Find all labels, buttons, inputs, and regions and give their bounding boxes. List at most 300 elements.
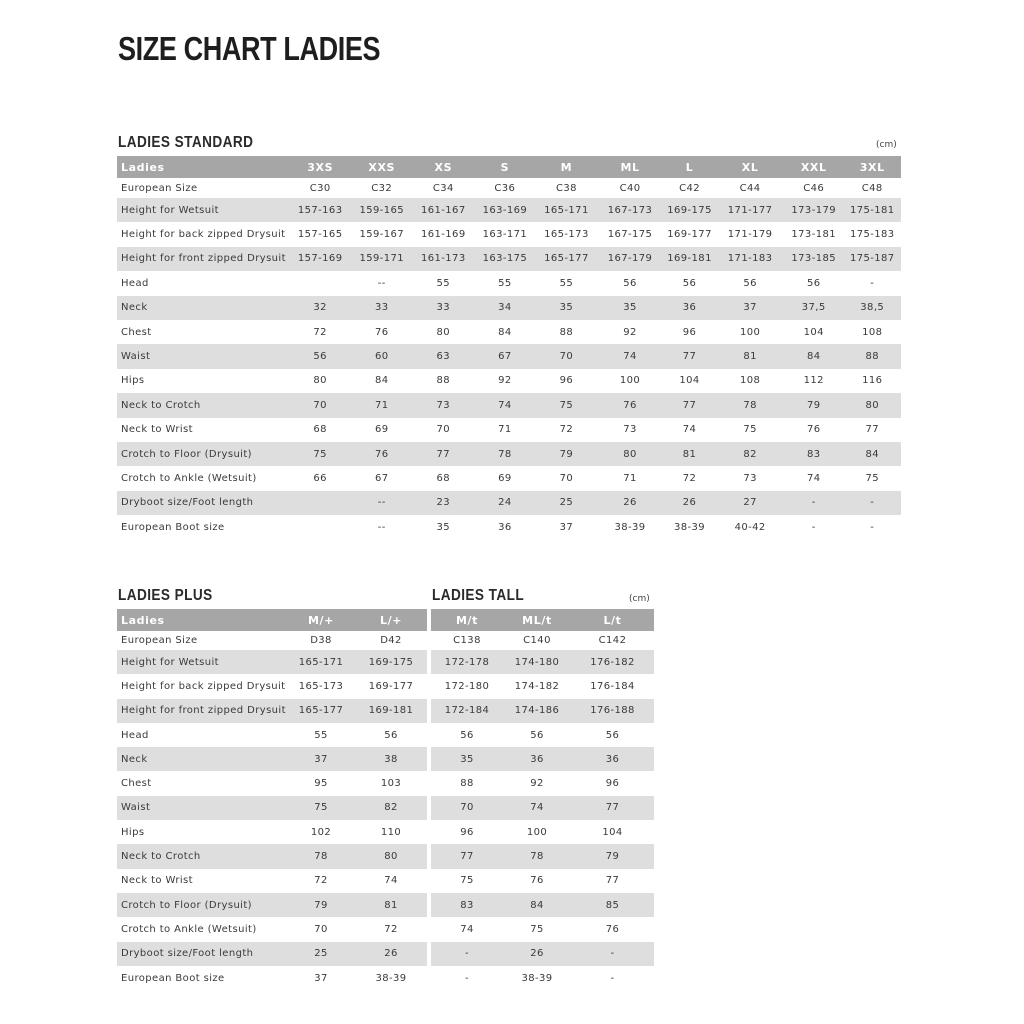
standard-cell: 55 [559, 277, 574, 289]
plus-cell: 78 [287, 844, 355, 868]
plus-cell: 37 [287, 747, 355, 771]
tall-cell: 85 [571, 893, 654, 917]
plus-column-header: L/+ [355, 609, 427, 631]
plus-table-row [117, 674, 427, 698]
plus-cell: 56 [384, 729, 398, 741]
standard-cell: 36 [498, 521, 512, 533]
standard-table-row [117, 369, 901, 393]
tall-cell: 74 [460, 923, 474, 935]
standard-cell: 82 [716, 442, 784, 466]
tall-cell: 176-188 [571, 699, 654, 723]
standard-cell: -- [377, 521, 386, 533]
standard-table-row [117, 178, 901, 198]
plus-row-label: Neck to Wrist [121, 875, 193, 887]
plus-row-label: Neck [117, 747, 287, 771]
tall-cell: 88 [460, 778, 474, 790]
standard-cell: 72 [313, 326, 327, 338]
tall-table-row [431, 650, 654, 674]
standard-cell: 56 [289, 344, 351, 368]
standard-cell: 71 [351, 393, 413, 417]
standard-cell: 72 [682, 472, 697, 484]
standard-column-header: ML [597, 156, 663, 178]
standard-cell: 55 [498, 277, 512, 289]
standard-cell: 56 [806, 277, 821, 289]
standard-cell: C32 [371, 182, 393, 194]
tall-table-row [431, 820, 654, 844]
standard-column-header: 3XS [289, 156, 351, 178]
plus-cell: 81 [355, 893, 427, 917]
standard-cell: 163-171 [482, 229, 528, 241]
standard-cell: 88 [436, 375, 451, 387]
standard-cell: -- [351, 491, 413, 515]
standard-cell [289, 271, 351, 295]
standard-cell: 70 [289, 393, 351, 417]
tall-cell: - [610, 972, 615, 984]
standard-column-header: M [536, 156, 598, 178]
standard-cell: 36 [663, 296, 716, 320]
standard-cell: 161-169 [421, 229, 466, 241]
tall-table-row [431, 747, 654, 771]
standard-cell: 159-165 [351, 198, 413, 222]
standard-cell: 75 [743, 424, 757, 436]
standard-cell: 169-177 [667, 229, 712, 241]
tall-cell: 174-180 [503, 650, 571, 674]
standard-cell: - [870, 277, 875, 289]
standard-cell: 34 [474, 296, 536, 320]
standard-cell: 77 [413, 442, 475, 466]
standard-title: LADIES STANDARD [118, 134, 254, 151]
tall-table-row [431, 631, 654, 650]
standard-cell: 165-171 [536, 198, 598, 222]
plus-cell: 26 [355, 942, 427, 966]
plus-header-label: Ladies [117, 609, 287, 631]
standard-cell: 80 [436, 326, 451, 338]
tall-cell: 174-186 [503, 699, 571, 723]
standard-cell: 84 [374, 375, 389, 387]
standard-cell: 71 [623, 472, 637, 484]
standard-cell: 75 [289, 442, 351, 466]
standard-row-label: Hips [121, 375, 145, 387]
tall-cell: 74 [503, 796, 571, 820]
standard-row-label: Neck to Crotch [117, 393, 289, 417]
standard-cell: 157-165 [297, 229, 343, 241]
standard-cell: 40-42 [734, 521, 766, 533]
standard-cell: 76 [351, 442, 413, 466]
tall-cell: 38-39 [521, 972, 553, 984]
standard-cell: 76 [806, 424, 821, 436]
standard-cell: C34 [432, 182, 454, 194]
standard-row-label: European Boot size [121, 521, 225, 533]
tall-unit: (cm) [629, 594, 650, 604]
plus-row-label: Height for back zipped Drysuit [121, 680, 286, 692]
standard-cell: 56 [623, 277, 637, 289]
standard-cell: 70 [559, 472, 574, 484]
tall-cell: 56 [605, 729, 620, 741]
standard-cell: C38 [555, 182, 577, 194]
plus-table-row [117, 966, 427, 990]
standard-cell: 157-163 [289, 198, 351, 222]
tall-cell: 96 [605, 778, 620, 790]
standard-cell: 55 [436, 277, 451, 289]
standard-cell [289, 515, 351, 539]
tall-cell: 104 [602, 826, 623, 838]
standard-cell: 35 [436, 521, 451, 533]
standard-cell: 167-173 [597, 198, 663, 222]
standard-cell: 66 [313, 472, 327, 484]
standard-column-header: XXS [351, 156, 413, 178]
standard-column-header: L [663, 156, 716, 178]
plus-row-label: Height for Wetsuit [117, 650, 287, 674]
standard-cell: 70 [436, 424, 451, 436]
standard-column-header: S [474, 156, 536, 178]
standard-cell: 161-167 [413, 198, 475, 222]
standard-cell: 78 [716, 393, 784, 417]
standard-row-label: Neck [117, 296, 289, 320]
plus-cell: 75 [287, 796, 355, 820]
plus-cell: 169-181 [355, 699, 427, 723]
tall-cell: - [431, 942, 503, 966]
standard-cell: C42 [679, 182, 701, 194]
tall-cell: 172-180 [444, 680, 490, 692]
standard-cell: 68 [436, 472, 451, 484]
standard-table-row [117, 198, 901, 222]
standard-row-label: Waist [117, 344, 289, 368]
standard-cell: 173-181 [791, 229, 836, 241]
plus-table-row [117, 869, 427, 893]
tall-cell: 83 [431, 893, 503, 917]
tall-cell: C142 [598, 635, 627, 646]
standard-cell: 35 [597, 296, 663, 320]
tall-table-row [431, 723, 654, 747]
tall-table-row [431, 844, 654, 868]
standard-cell: C40 [619, 182, 641, 194]
plus-cell: 103 [380, 778, 402, 790]
tall-cell: 174-182 [514, 680, 560, 692]
standard-cell: 171-179 [727, 229, 773, 241]
standard-cell: 25 [536, 491, 598, 515]
plus-row-label: Neck to Crotch [117, 844, 287, 868]
tall-cell: - [571, 942, 654, 966]
standard-cell: 74 [682, 424, 697, 436]
tall-cell: 75 [460, 875, 474, 887]
tall-cell: 76 [605, 923, 620, 935]
tall-cell: 84 [503, 893, 571, 917]
standard-cell: - [870, 521, 875, 533]
standard-cell: 96 [682, 326, 697, 338]
tall-cell: 176-184 [590, 680, 635, 692]
standard-table-row [117, 296, 901, 320]
standard-cell: 173-185 [784, 247, 844, 271]
plus-size-table [117, 609, 427, 990]
standard-row-label: Neck to Wrist [121, 424, 193, 436]
plus-cell: D38 [310, 635, 332, 646]
standard-header-label: Ladies [117, 156, 289, 178]
standard-cell: 104 [803, 326, 824, 338]
standard-cell: 96 [559, 375, 574, 387]
standard-cell: 165-173 [544, 229, 589, 241]
standard-table-row [117, 393, 901, 417]
standard-cell: 24 [474, 491, 536, 515]
standard-row-label: Height for Wetsuit [117, 198, 289, 222]
standard-cell: 76 [374, 326, 389, 338]
plus-cell: 82 [355, 796, 427, 820]
tall-title: LADIES TALL [432, 587, 525, 604]
tall-cell: 75 [530, 923, 544, 935]
standard-cell: 77 [865, 424, 879, 436]
tall-cell: 76 [530, 875, 544, 887]
standard-size-table [117, 156, 901, 539]
tall-cell: 56 [460, 729, 474, 741]
tall-cell: 79 [571, 844, 654, 868]
standard-row-label: Head [121, 277, 149, 289]
standard-cell: 83 [784, 442, 844, 466]
plus-cell: 169-175 [355, 650, 427, 674]
standard-cell: 84 [784, 344, 844, 368]
standard-cell: 69 [498, 472, 512, 484]
standard-column-header: XXL [784, 156, 844, 178]
standard-cell: 80 [843, 393, 901, 417]
plus-cell: 165-173 [298, 680, 344, 692]
standard-column-header: 3XL [843, 156, 901, 178]
standard-table-row [117, 344, 901, 368]
standard-table-row [117, 247, 901, 271]
standard-cell: 74 [474, 393, 536, 417]
tall-cell: - [464, 972, 469, 984]
plus-cell: 38 [355, 747, 427, 771]
standard-cell: 81 [663, 442, 716, 466]
tall-table-row [431, 699, 654, 723]
tall-cell: 26 [503, 942, 571, 966]
standard-cell: 71 [498, 424, 512, 436]
standard-row-label: Height for back zipped Drysuit [121, 229, 286, 241]
standard-cell: 74 [597, 344, 663, 368]
page-title: SIZE CHART LADIES [118, 30, 381, 67]
standard-cell: 79 [784, 393, 844, 417]
standard-table-row [117, 466, 901, 490]
plus-row-label: Hips [121, 826, 145, 838]
standard-row-label: Chest [121, 326, 152, 338]
plus-cell: 110 [380, 826, 402, 838]
standard-cell: 73 [413, 393, 475, 417]
standard-cell: 100 [739, 326, 761, 338]
tall-column-header: L/t [571, 609, 654, 631]
standard-cell: C30 [309, 182, 331, 194]
tall-table-row [431, 674, 654, 698]
standard-cell: 171-177 [716, 198, 784, 222]
standard-cell: 92 [498, 375, 512, 387]
plus-cell: 37 [314, 972, 328, 984]
standard-cell: 33 [413, 296, 475, 320]
tall-cell: 70 [431, 796, 503, 820]
standard-cell: 73 [743, 472, 757, 484]
tall-cell: 77 [605, 875, 620, 887]
plus-cell: 72 [384, 923, 398, 935]
standard-cell: 161-173 [413, 247, 475, 271]
standard-table-row [117, 320, 901, 344]
standard-cell: 32 [289, 296, 351, 320]
plus-row-label: Height for front zipped Drysuit [117, 699, 287, 723]
standard-cell: 92 [623, 326, 637, 338]
plus-row-label: Dryboot size/Foot length [117, 942, 287, 966]
standard-cell: 26 [663, 491, 716, 515]
standard-cell: 108 [862, 326, 883, 338]
standard-cell: 37,5 [784, 296, 844, 320]
plus-table-row [117, 699, 427, 723]
standard-cell: 77 [663, 393, 716, 417]
plus-table-row [117, 844, 427, 868]
tall-cell: 78 [503, 844, 571, 868]
plus-cell: 70 [314, 923, 328, 935]
standard-cell: 69 [374, 424, 389, 436]
standard-cell: 167-179 [597, 247, 663, 271]
standard-cell: 173-179 [784, 198, 844, 222]
standard-cell: 26 [597, 491, 663, 515]
standard-cell: 37 [716, 296, 784, 320]
standard-cell: 75 [536, 393, 598, 417]
plus-row-label: European Boot size [121, 972, 225, 984]
standard-cell: 60 [351, 344, 413, 368]
standard-cell: 163-175 [474, 247, 536, 271]
standard-cell: C36 [494, 182, 516, 194]
standard-cell: 84 [498, 326, 512, 338]
standard-row-label: Dryboot size/Foot length [117, 491, 289, 515]
standard-cell: - [811, 521, 816, 533]
tall-table-row [431, 796, 654, 820]
standard-table-row [117, 515, 901, 539]
plus-cell: 79 [287, 893, 355, 917]
standard-cell [289, 491, 351, 515]
tall-size-table [431, 609, 654, 990]
tall-table-row [431, 966, 654, 990]
tall-table-row [431, 771, 654, 795]
plus-row-label: Crotch to Floor (Drysuit) [117, 893, 287, 917]
standard-cell: 104 [679, 375, 700, 387]
standard-table-row [117, 418, 901, 442]
standard-cell: 72 [559, 424, 574, 436]
standard-cell: 159-167 [359, 229, 405, 241]
tall-table-row [431, 869, 654, 893]
standard-cell: 76 [597, 393, 663, 417]
plus-table-row [117, 631, 427, 650]
plus-row-label: Waist [117, 796, 287, 820]
standard-cell: 100 [619, 375, 641, 387]
standard-cell: 35 [536, 296, 598, 320]
tall-cell: 36 [571, 747, 654, 771]
standard-cell: 167-175 [607, 229, 653, 241]
tall-cell: 35 [431, 747, 503, 771]
standard-cell: 75 [865, 472, 879, 484]
standard-cell: 27 [716, 491, 784, 515]
standard-cell: 70 [536, 344, 598, 368]
standard-cell: 112 [803, 375, 824, 387]
tall-table-row [431, 917, 654, 941]
plus-cell: 55 [314, 729, 328, 741]
standard-cell: 88 [843, 344, 901, 368]
plus-cell: 80 [355, 844, 427, 868]
plus-cell: 72 [314, 875, 328, 887]
plus-cell: 165-171 [287, 650, 355, 674]
standard-cell: 175-183 [849, 229, 895, 241]
standard-cell: 56 [743, 277, 757, 289]
plus-cell: 169-177 [368, 680, 414, 692]
plus-cell: 165-177 [287, 699, 355, 723]
standard-cell: 67 [474, 344, 536, 368]
standard-column-header: XS [413, 156, 475, 178]
plus-table-row [117, 893, 427, 917]
plus-row-label: Chest [121, 778, 152, 790]
standard-row-label: European Size [121, 182, 198, 194]
standard-cell: 67 [374, 472, 389, 484]
plus-table-row [117, 771, 427, 795]
standard-cell: 84 [843, 442, 901, 466]
standard-cell: 159-171 [351, 247, 413, 271]
tall-cell: 100 [526, 826, 548, 838]
tall-cell: 172-178 [431, 650, 503, 674]
standard-cell: - [843, 491, 901, 515]
tall-cell: C138 [453, 635, 481, 646]
standard-cell: 88 [559, 326, 574, 338]
standard-table-row [117, 491, 901, 515]
standard-cell: C48 [861, 182, 883, 194]
standard-cell: 81 [716, 344, 784, 368]
standard-row-label: Crotch to Floor (Drysuit) [117, 442, 289, 466]
plus-row-label: European Size [121, 635, 198, 646]
standard-row-label: Crotch to Ankle (Wetsuit) [121, 472, 257, 484]
plus-row-label: Crotch to Ankle (Wetsuit) [121, 923, 257, 935]
standard-cell: 80 [313, 375, 327, 387]
plus-title: LADIES PLUS [118, 587, 213, 604]
plus-row-label: Head [121, 729, 149, 741]
tall-table-row [431, 893, 654, 917]
standard-table-row [117, 271, 901, 295]
standard-cell: 77 [663, 344, 716, 368]
standard-cell: 169-175 [663, 198, 716, 222]
tall-cell: 77 [571, 796, 654, 820]
tall-cell: 92 [530, 778, 544, 790]
standard-cell: 116 [862, 375, 883, 387]
tall-cell: C140 [523, 635, 551, 646]
tall-table-row [431, 942, 654, 966]
standard-cell: 68 [313, 424, 327, 436]
plus-cell: D42 [380, 635, 402, 646]
tall-cell: 77 [431, 844, 503, 868]
standard-cell: 74 [806, 472, 821, 484]
standard-cell: 37 [559, 521, 574, 533]
plus-cell: 95 [314, 778, 328, 790]
tall-column-header: ML/t [503, 609, 571, 631]
plus-cell: 102 [310, 826, 332, 838]
standard-table-row [117, 442, 901, 466]
standard-table-row [117, 222, 901, 246]
plus-table-row [117, 747, 427, 771]
tall-cell: 96 [460, 826, 474, 838]
standard-cell: 38-39 [614, 521, 646, 533]
tall-column-header: M/t [431, 609, 503, 631]
plus-column-header: M/+ [287, 609, 355, 631]
tall-cell: 36 [503, 747, 571, 771]
standard-cell: 23 [413, 491, 475, 515]
standard-cell: 80 [597, 442, 663, 466]
plus-table-row [117, 723, 427, 747]
standard-cell: 38-39 [674, 521, 706, 533]
standard-unit: (cm) [876, 140, 897, 150]
standard-column-header: XL [716, 156, 784, 178]
standard-cell: 73 [623, 424, 637, 436]
tall-cell: 56 [530, 729, 544, 741]
plus-table-row [117, 917, 427, 941]
standard-cell: C46 [803, 182, 825, 194]
plus-table-row [117, 942, 427, 966]
